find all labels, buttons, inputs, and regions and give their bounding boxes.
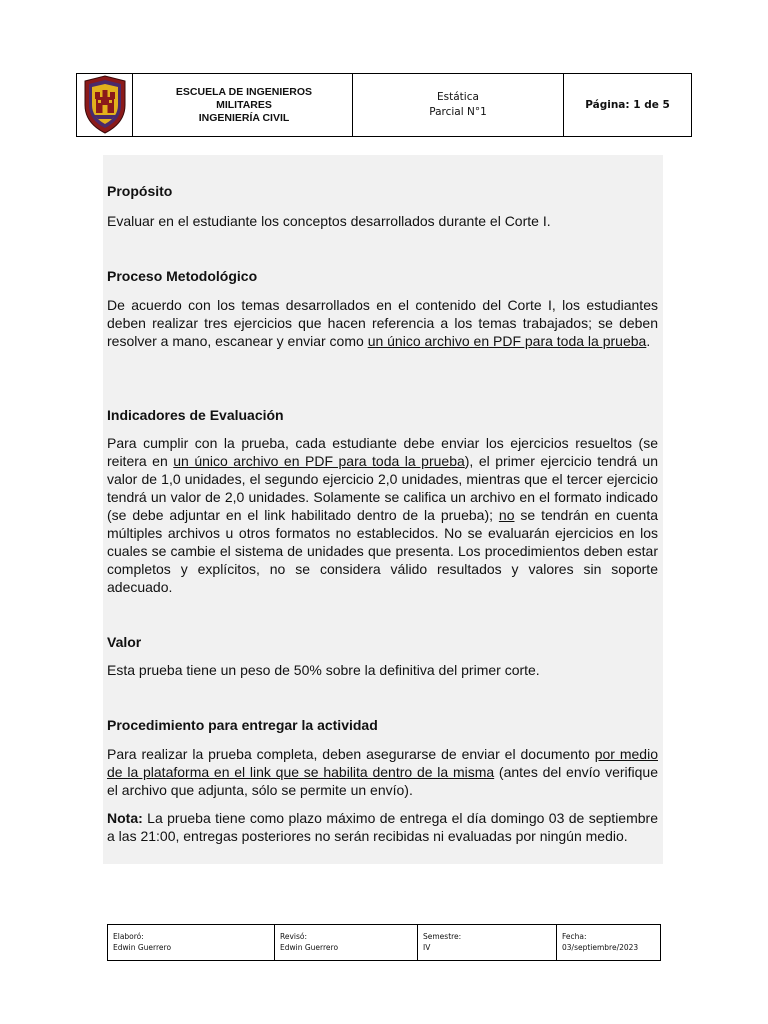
footer-reviso-value: Edwin Guerrero bbox=[280, 943, 339, 952]
school-cell bbox=[133, 74, 353, 136]
footer-fecha-label: Fecha: bbox=[562, 932, 587, 941]
indicadores-text-a: Para cumplir con la prueba, cada estudiante debe enviar los ejercicios resueltos (se reitera en bbox=[107, 435, 658, 469]
procedimiento-text-b: (antes del envío verifique el archivo que adjunta, sólo se permite un envío). bbox=[107, 764, 658, 798]
footer-semestre-value: IV bbox=[423, 943, 431, 952]
indicadores-text-underlined-1: un único archivo en PDF para toda la prueba bbox=[173, 453, 465, 469]
proceso-text-a: De acuerdo con los temas desarrollados en el contenido del Corte I, los estudiantes deben realizar tres ejercicios que hacen referencia a los temas trabajados; se deben resolver a mano, escanear y enviar como bbox=[107, 297, 658, 349]
shield-castle-crest-icon bbox=[82, 75, 128, 135]
page-number: Página: 1 de 5 bbox=[585, 99, 670, 111]
nota-text: La prueba tiene como plazo máximo de entrega el día domingo 03 de septiembre a las 21:00, entregas posteriores no serán recibidas ni evaluadas por ningún medio. bbox=[107, 810, 658, 844]
proceso-text-underlined: un único archivo en PDF para toda la prueba bbox=[367, 333, 647, 349]
document-footer bbox=[107, 924, 661, 961]
procedimiento-text-underlined: por medio de la plataforma en el link que se habilita dentro de la misma bbox=[107, 746, 658, 780]
section-title-procedimiento: Procedimiento para entregar la actividad bbox=[107, 717, 378, 733]
footer-elaboro-label: Elaboró: bbox=[113, 932, 144, 941]
subject-cell bbox=[353, 74, 564, 136]
section-title-indicadores: Indicadores de Evaluación bbox=[107, 407, 284, 423]
logo-cell bbox=[77, 74, 133, 136]
footer-fecha-value: 03/septiembre/2023 bbox=[562, 943, 639, 952]
section-text-indicadores bbox=[107, 434, 658, 596]
footer-reviso-label: Revisó: bbox=[280, 932, 308, 941]
footer-cell-reviso bbox=[275, 925, 418, 960]
school-name bbox=[149, 86, 339, 125]
subject-line2: Parcial N°1 bbox=[429, 106, 487, 118]
indicadores-text-underlined-2: no bbox=[498, 507, 515, 523]
nota-paragraph bbox=[107, 809, 658, 845]
footer-elaboro-value: Edwin Guerrero bbox=[113, 943, 172, 952]
indicadores-text-b: ), el primer ejercicio tendrá un valor de 1,0 unidades, el segundo ejercicio 2,0 unidades, mientras que el tercer ejercicio tendrá un valor de 2,0 unidades. Solamente se califica un archivo en el formato indicado (se debe adjuntar en el link habilitado dentro de la prueba); bbox=[107, 453, 658, 523]
document-header bbox=[76, 73, 692, 137]
section-text-proposito: Evaluar en el estudiante los conceptos desarrollados durante el Corte I. bbox=[107, 213, 551, 229]
proceso-text-b: . bbox=[646, 333, 651, 349]
subject-name bbox=[429, 90, 487, 120]
section-title-proposito: Propósito bbox=[107, 183, 173, 199]
subject-line1: Estática bbox=[437, 91, 479, 103]
page-cell bbox=[564, 74, 691, 136]
footer-semestre-label: Semestre: bbox=[423, 932, 462, 941]
indicadores-text-c: se tendrán en cuenta múltiples archivos u otros formatos no establecidos. No se evaluarán ejercicios en los cuales se cambie el sistema de unidades que presenta. Los procedimientos deben estar completos y explícitos, no se considera válido resultados y valores sin soporte adecuado. bbox=[107, 507, 658, 595]
content-block bbox=[103, 155, 663, 864]
school-line2: INGENIERÍA CIVIL bbox=[198, 111, 290, 124]
footer-cell-elaboro bbox=[108, 925, 275, 960]
section-text-proceso bbox=[107, 296, 658, 350]
footer-cell-fecha bbox=[557, 925, 660, 960]
footer-cell-semestre bbox=[418, 925, 557, 960]
section-title-valor: Valor bbox=[107, 634, 142, 650]
school-line1: ESCUELA DE INGENIEROS MILITARES bbox=[175, 85, 313, 111]
section-title-proceso: Proceso Metodológico bbox=[107, 268, 258, 284]
nota-label: Nota: bbox=[107, 810, 143, 826]
section-text-valor: Esta prueba tiene un peso de 50% sobre la definitiva del primer corte. bbox=[107, 662, 540, 678]
section-text-procedimiento bbox=[107, 745, 658, 799]
procedimiento-text-a: Para realizar la prueba completa, deben asegurarse de enviar el documento bbox=[107, 746, 595, 762]
